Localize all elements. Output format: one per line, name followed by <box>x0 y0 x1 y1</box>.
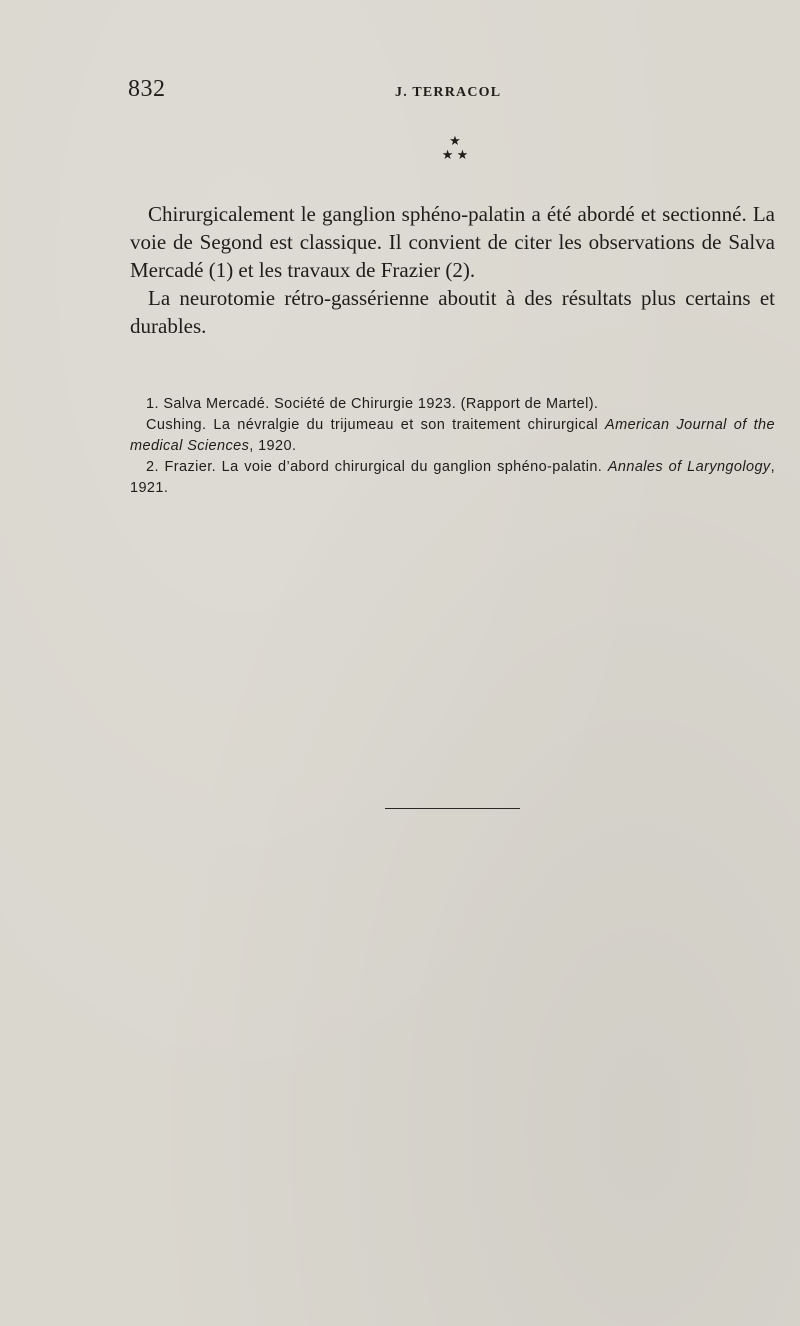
footnote-2-year: , 1921. <box>130 459 775 496</box>
paragraph-2: La neurotomie rétro-gassérienne aboutit à des résultats plus certains et durables. <box>130 286 775 338</box>
footnote-1-cushing-journal: American Journal of the medical Sciences <box>130 417 775 454</box>
footnotes <box>130 394 775 499</box>
main-text <box>130 200 775 340</box>
footnote-2 <box>130 457 775 499</box>
running-head: J. TERRACOL <box>395 85 502 100</box>
footnote-1-cushing <box>130 415 775 457</box>
footnote-1-cushing-year: , 1920. <box>249 438 297 454</box>
footnote-1-cushing-text: Cushing. La névralgie du trijumeau et son traitement chirurgical <box>146 417 606 433</box>
page-number: 832 <box>128 76 166 102</box>
asterism-separator <box>420 134 490 174</box>
end-rule <box>385 808 520 809</box>
asterism-star-top: ★ <box>449 133 461 148</box>
asterism-stars-bottom: ★ ★ <box>441 147 469 162</box>
footnote-2-text: 2. Frazier. La voie d’abord chirurgical du ganglion sphéno-palatin. <box>146 459 608 475</box>
footnote-2-journal: Annales of Laryngology <box>607 459 771 475</box>
footnote-1: 1. Salva Mercadé. Société de Chirurgie 1923. (Rapport de Martel). <box>146 396 599 412</box>
paragraph-1: Chirurgicalement le ganglion sphéno-palatin a été abordé et sectionné. La voie de Segond est classique. Il convient de citer les observations de Salva Mercadé (1) et les travaux de Frazier (2). <box>130 202 775 282</box>
